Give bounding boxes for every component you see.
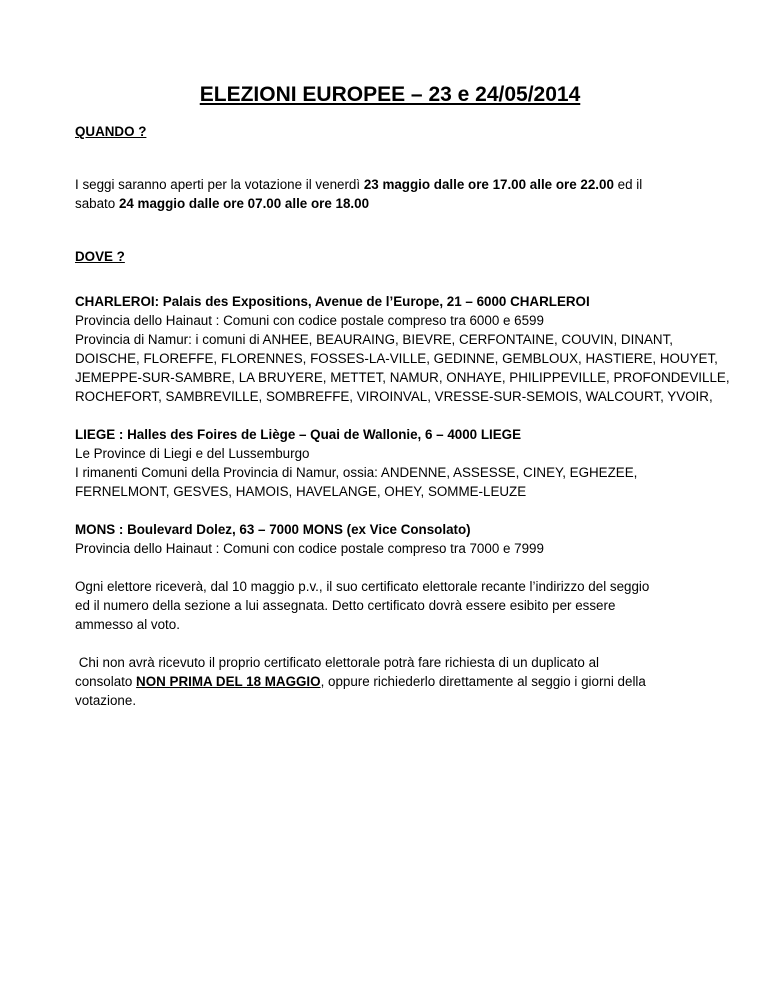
liege-line: Le Province di Liegi e del Lussemburgo: [75, 446, 310, 461]
friday-hours: 23 maggio dalle ore 17.00 alle ore 22.00: [363, 177, 614, 192]
charleroi-heading: CHARLEROI: Palais des Expositions, Avenue de l’Europe, 21 – 6000 CHARLEROI: [75, 294, 590, 309]
duplicate-line-1: Chi non avrà ricevuto il proprio certificato elettorale potrà fare richiesta di un duplicato al: [75, 655, 599, 670]
charleroi-line: Provincia di Namur: i comuni di ANHEE, BEAURAING, BIEVRE, CERFONTAINE, COUVIN, DINANT,: [75, 332, 673, 347]
duplicate-text-after: , oppure richiederlo direttamente al seggio i giorni della: [320, 674, 646, 689]
when-text-2: ed il: [613, 177, 643, 192]
charleroi-line: ROCHEFORT, SAMBREVILLE, SOMBREFFE, VIROINVAL, VRESSE-SUR-SEMOIS, WALCOURT, YVOIR,: [75, 389, 713, 404]
liege-line: FERNELMONT, GESVES, HAMOIS, HAVELANGE, OHEY, SOMME-LEUZE: [75, 484, 527, 499]
charleroi-line: DOISCHE, FLOREFFE, FLORENNES, FOSSES-LA-VILLE, GEDINNE, GEMBLOUX, HASTIERE, HOUYET,: [75, 351, 718, 366]
certificate-line: ed il numero della sezione a lui assegnata. Detto certificato dovrà essere esibito per essere: [75, 598, 616, 613]
deadline-notice: NON PRIMA DEL 18 MAGGIO: [136, 674, 321, 689]
mons-heading: MONS : Boulevard Dolez, 63 – 7000 MONS (ex Vice Consolato): [75, 522, 471, 537]
duplicate-paragraph: [75, 653, 705, 710]
mons-line: Provincia dello Hainaut : Comuni con codice postale compreso tra 7000 e 7999: [75, 541, 544, 556]
duplicate-text-before: consolato: [75, 674, 137, 689]
liege-line: I rimanenti Comuni della Provincia di Namur, ossia: ANDENNE, ASSESSE, CINEY, EGHEZEE,: [75, 465, 638, 480]
charleroi-line: Provincia dello Hainaut : Comuni con codice postale compreso tra 6000 e 6599: [75, 313, 544, 328]
liege-block: [75, 425, 705, 501]
certificate-paragraph: [75, 577, 705, 634]
liege-heading: LIEGE : Halles des Foires de Liège – Quai de Wallonie, 6 – 4000 LIEGE: [75, 427, 522, 442]
saturday-hours: 24 maggio dalle ore 07.00 alle ore 18.00: [118, 196, 370, 211]
certificate-line: ammesso al voto.: [75, 617, 180, 632]
charleroi-block: [75, 292, 730, 406]
opening-hours-paragraph: [75, 175, 705, 213]
document-page: [75, 82, 730, 710]
where-heading: DOVE ?: [75, 249, 125, 264]
duplicate-line-3: votazione.: [75, 693, 137, 708]
when-heading: QUANDO ?: [75, 124, 147, 139]
charleroi-line: JEMEPPE-SUR-SAMBRE, LA BRUYERE, METTET, NAMUR, ONHAYE, PHILIPPEVILLE, PROFONDEVILLE,: [75, 370, 730, 385]
certificate-line: Ogni elettore riceverà, dal 10 maggio p.v., il suo certificato elettorale recante l’indirizzo del seggio: [75, 579, 650, 594]
when-text-1: I seggi saranno aperti per la votazione il venerdì: [75, 177, 364, 192]
when-text-3: sabato: [75, 196, 119, 211]
mons-block: [75, 520, 705, 558]
page-title: ELEZIONI EUROPEE – 23 e 24/05/2014: [199, 83, 581, 106]
